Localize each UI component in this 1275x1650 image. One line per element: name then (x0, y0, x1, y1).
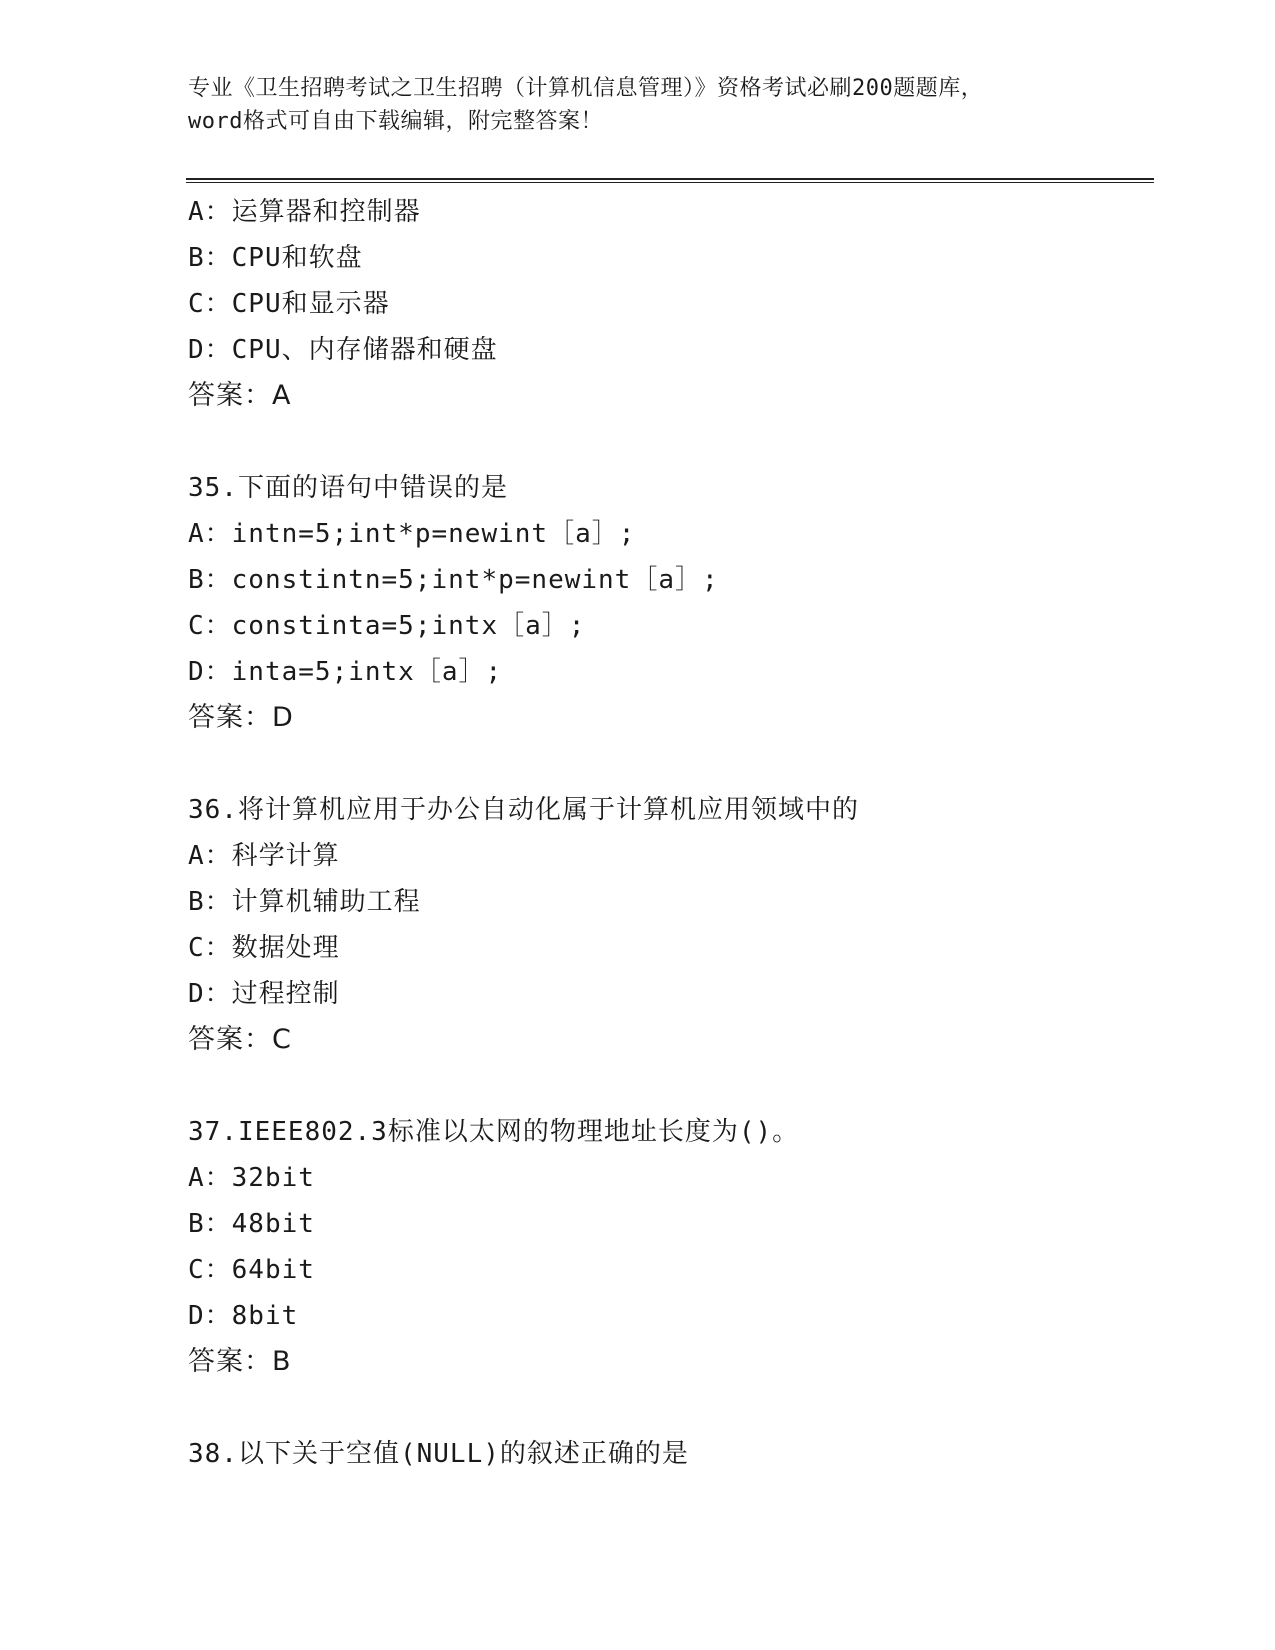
answer-text: 答案：D (188, 702, 294, 733)
question-title: 35.下面的语句中错误的是 (188, 473, 508, 503)
question-block-35 (188, 465, 1148, 741)
option-b: B：CPU和软盘 (188, 243, 363, 273)
option-a: A：32bit (188, 1163, 315, 1193)
option-a: A：科学计算 (188, 841, 340, 871)
question-title: 37.IEEE802.3标准以太网的物理地址长度为()。 (188, 1117, 800, 1147)
option-b: B：计算机辅助工程 (188, 887, 421, 917)
option-c: C：constinta=5;intx［a］; (188, 611, 586, 641)
document-header (188, 72, 1088, 138)
answer-text: 答案：C (188, 1024, 292, 1055)
question-block-34 (188, 189, 1148, 419)
question-title: 36.将计算机应用于办公自动化属于计算机应用领域中的 (188, 795, 859, 825)
option-d: D：CPU、内存储器和硬盘 (188, 335, 498, 365)
option-b: B：constintn=5;int*p=newint［a］; (188, 565, 719, 595)
header-divider-thick (186, 178, 1154, 180)
option-d: D：inta=5;intx［a］; (188, 657, 503, 687)
option-b: B：48bit (188, 1209, 315, 1239)
spacer (188, 1063, 1148, 1109)
option-a: A：intn=5;int*p=newint［a］; (188, 519, 636, 549)
header-line-1: 专业《卫生招聘考试之卫生招聘（计算机信息管理）》资格考试必刷200题题库， (188, 76, 984, 101)
question-title: 38.以下关于空值(NULL)的叙述正确的是 (188, 1439, 689, 1469)
answer-text: 答案：A (188, 380, 292, 411)
spacer (188, 419, 1148, 465)
answer-text: 答案：B (188, 1346, 292, 1377)
question-block-37 (188, 1109, 1148, 1385)
option-c: C：CPU和显示器 (188, 289, 390, 319)
spacer (188, 1385, 1148, 1431)
question-block-36 (188, 787, 1148, 1063)
header-line-2: word格式可自由下载编辑，附完整答案！ (188, 109, 603, 134)
question-block-38 (188, 1431, 1148, 1477)
option-c: C：数据处理 (188, 933, 340, 963)
spacer (188, 741, 1148, 787)
option-c: C：64bit (188, 1255, 315, 1285)
header-divider-thin (186, 182, 1154, 183)
option-a: A：运算器和控制器 (188, 197, 421, 227)
question-list (188, 189, 1148, 1477)
option-d: D：8bit (188, 1301, 299, 1331)
option-d: D：过程控制 (188, 979, 340, 1009)
